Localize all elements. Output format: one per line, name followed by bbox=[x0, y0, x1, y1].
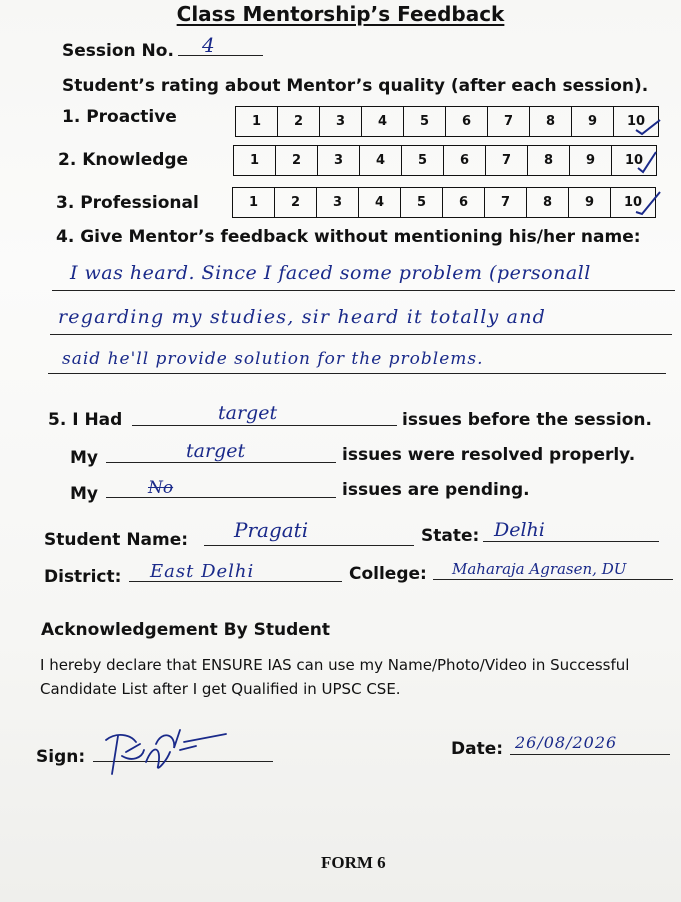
rating-cell[interactable]: 7 bbox=[486, 146, 528, 175]
rating-cell[interactable]: 1 bbox=[234, 146, 276, 175]
session-value[interactable]: 4 bbox=[202, 33, 215, 57]
rating-cell[interactable]: 9 bbox=[572, 107, 614, 136]
student-name-line bbox=[204, 545, 414, 546]
acknowledgement-line: Candidate List after I get Qualified in UPSC CSE. bbox=[40, 680, 401, 698]
state-line bbox=[483, 541, 659, 542]
check-icon bbox=[636, 120, 660, 134]
issues-resolved-label: My bbox=[70, 448, 98, 468]
rating-cell[interactable]: 8 bbox=[527, 188, 569, 217]
student-name-value[interactable]: Pragati bbox=[234, 518, 309, 542]
issues-resolved-suffix: issues were resolved properly. bbox=[342, 445, 636, 465]
rating-cell[interactable]: 10 bbox=[626, 114, 646, 129]
rating-scale-knowledge[interactable] bbox=[233, 145, 657, 176]
rating-cell[interactable]: 9 bbox=[569, 188, 611, 217]
rating-heading: Student’s rating about Mentor’s quality (after each session). bbox=[62, 76, 649, 96]
feedback-line bbox=[50, 334, 672, 335]
rating-cell[interactable]: 4 bbox=[360, 146, 402, 175]
check-icon bbox=[636, 192, 660, 214]
rating-cell[interactable]: 8 bbox=[528, 146, 570, 175]
rating-scale-proactive[interactable] bbox=[235, 106, 659, 137]
rating-label-proactive: 1. Proactive bbox=[62, 107, 177, 127]
rating-cell[interactable]: 2 bbox=[276, 146, 318, 175]
rating-cell[interactable]: 2 bbox=[275, 188, 317, 217]
issues-pending-line bbox=[106, 497, 336, 498]
rating-cell[interactable]: 3 bbox=[318, 146, 360, 175]
student-name-label: Student Name: bbox=[44, 530, 189, 550]
date-line bbox=[510, 754, 670, 755]
sign-label: Sign: bbox=[36, 747, 86, 767]
rating-cell[interactable]: 2 bbox=[278, 107, 320, 136]
session-label: Session No. bbox=[62, 41, 174, 61]
rating-label-knowledge: 2. Knowledge bbox=[58, 150, 189, 170]
feedback-label: 4. Give Mentor’s feedback without mentioning his/her name: bbox=[56, 227, 641, 247]
feedback-text-line[interactable]: I was heard. Since I faced some problem (personall bbox=[70, 262, 591, 284]
state-label: State: bbox=[421, 526, 480, 546]
check-icon bbox=[638, 152, 656, 172]
acknowledgement-line: I hereby declare that ENSURE IAS can use my Name/Photo/Video in Successful bbox=[40, 656, 630, 674]
college-line bbox=[433, 579, 673, 580]
issues-resolved-value[interactable]: target bbox=[186, 440, 246, 462]
feedback-line bbox=[52, 290, 675, 291]
feedback-text-line[interactable]: regarding my studies, sir heard it totally and bbox=[58, 306, 546, 328]
state-value[interactable]: Delhi bbox=[494, 519, 545, 541]
feedback-text-line[interactable]: said he'll provide solution for the problems. bbox=[62, 349, 484, 369]
rating-cell[interactable]: 6 bbox=[444, 146, 486, 175]
issues-pending-suffix: issues are pending. bbox=[342, 480, 530, 500]
form-title: Class Mentorship’s Feedback bbox=[176, 2, 505, 26]
feedback-line bbox=[48, 373, 666, 374]
rating-cell[interactable]: 6 bbox=[446, 107, 488, 136]
rating-cell[interactable]: 1 bbox=[236, 107, 278, 136]
issues-had-suffix: issues before the session. bbox=[402, 410, 652, 430]
issues-had-value[interactable]: target bbox=[218, 402, 278, 424]
rating-label-professional: 3. Professional bbox=[56, 193, 199, 213]
session-line bbox=[178, 55, 263, 56]
issues-had-label: 5. I Had bbox=[48, 410, 123, 430]
college-value[interactable]: Maharaja Agrasen, DU bbox=[452, 560, 627, 578]
rating-cell[interactable]: 10 bbox=[623, 195, 643, 210]
issues-resolved-line bbox=[106, 462, 336, 463]
rating-cell[interactable]: 8 bbox=[530, 107, 572, 136]
rating-cell[interactable]: 7 bbox=[485, 188, 527, 217]
rating-cell[interactable]: 5 bbox=[402, 146, 444, 175]
district-label: District: bbox=[44, 567, 122, 587]
issues-pending-label: My bbox=[70, 484, 98, 504]
date-label: Date: bbox=[451, 739, 504, 759]
rating-cell[interactable]: 10 bbox=[624, 153, 644, 168]
rating-cell[interactable]: 5 bbox=[404, 107, 446, 136]
rating-scale-professional[interactable] bbox=[232, 187, 656, 218]
issues-had-line bbox=[132, 425, 397, 426]
rating-cell[interactable]: 5 bbox=[401, 188, 443, 217]
rating-cell[interactable]: 1 bbox=[233, 188, 275, 217]
signature[interactable] bbox=[96, 722, 246, 778]
date-value[interactable]: 26/08/2026 bbox=[515, 733, 618, 752]
form-number: FORM 6 bbox=[321, 853, 386, 872]
issues-pending-value[interactable]: No bbox=[148, 478, 174, 498]
rating-cell[interactable]: 3 bbox=[320, 107, 362, 136]
rating-cell[interactable]: 4 bbox=[362, 107, 404, 136]
college-label: College: bbox=[349, 564, 427, 584]
rating-cell[interactable]: 6 bbox=[443, 188, 485, 217]
rating-tick-marks bbox=[630, 100, 670, 225]
district-value[interactable]: East Delhi bbox=[150, 561, 255, 582]
rating-cell[interactable]: 9 bbox=[570, 146, 612, 175]
rating-cell[interactable]: 7 bbox=[488, 107, 530, 136]
rating-cell[interactable]: 3 bbox=[317, 188, 359, 217]
rating-cell[interactable]: 4 bbox=[359, 188, 401, 217]
acknowledgement-heading: Acknowledgement By Student bbox=[41, 620, 330, 640]
